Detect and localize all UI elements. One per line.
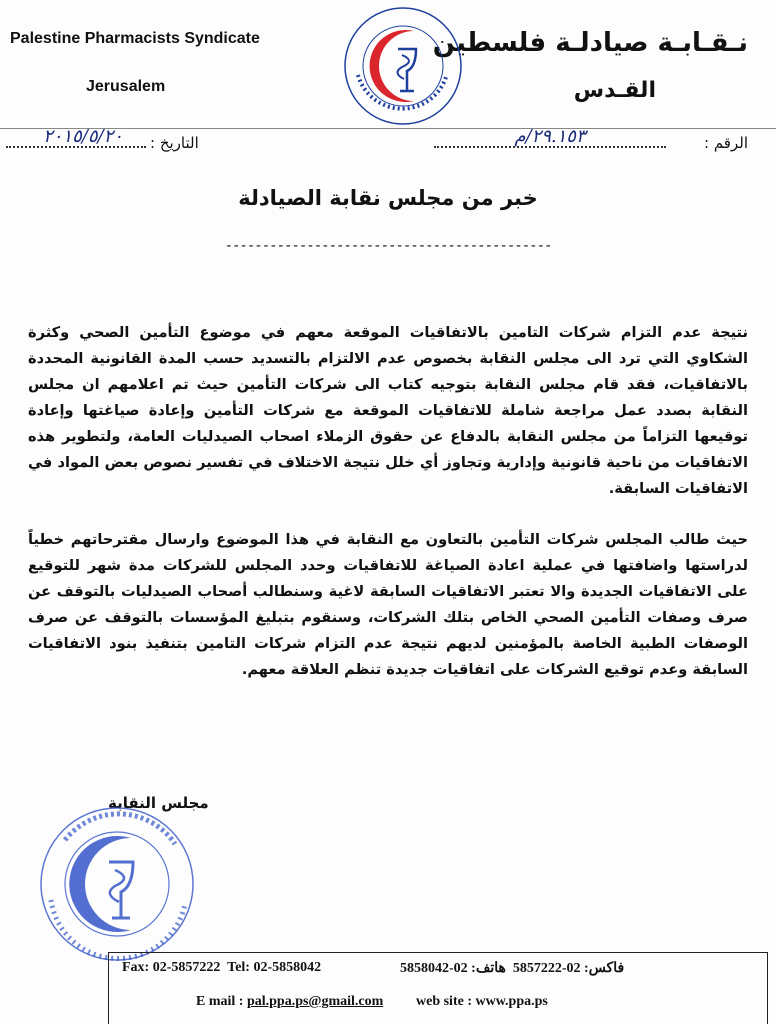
arabic-city: القـدس (573, 78, 656, 103)
date-dotted-line (6, 146, 146, 148)
date-label: التاريخ : (150, 134, 199, 152)
signature-text: مجلس النقابة (108, 794, 209, 812)
footer-email-link[interactable]: pal.ppa.ps@gmail.com (246, 994, 384, 1009)
document-title: خبر من مجلس نقابة الصيادلة (238, 186, 538, 210)
footer-tel-en: Tel: 02-5858042 (227, 960, 322, 975)
reference-number: ٢٩.١٥٣/م (514, 126, 586, 147)
footer-web-label: web site : (416, 994, 472, 1009)
footer-fax-en: Fax: 02-5857222 (122, 960, 221, 975)
arabic-org-name: نـقـابـة صيادلـة فلسطين (432, 28, 748, 58)
syndicate-stamp (35, 800, 200, 965)
stamp-arabic-ring-icon (65, 814, 175, 844)
english-city: Jerusalem (86, 78, 166, 95)
paragraph-2: حيث طالب المجلس شركات التأمين بالتعاون مع النقابة في هذا الموضوع وارسال مقترحاتهم خطياً لدراستها واضافتها في عملية اعادة الصياغة للاتفاقيات وحدد المجلس للشركات مدة شهر للتوقيع على الاتفاقيات الجديدة والا تعتبر الاتفاقيات السابقة لاغية وسنطالب أصحاب الصيدليات بالتوقف عن صرف وصفات التأمين الصحي الخاص بتلك الشركات، وسنقوم بتبليغ المؤسسات بالتوقف عن صرف الوصفات الطبية الخاصة بالمؤمنين لديهم نتيجة عدم التزام شركات التامين بتنفيذ بنود الاتفاقيات السابقة وعدم توقيع الشركات على اتفاقيات جديدة تنظم العلاقة معهم. (28, 531, 748, 678)
footer-fax-ar: فاكس: 02-5857222 (512, 961, 625, 976)
footer-email (196, 994, 383, 1010)
reference-label: الرقم : (704, 134, 748, 152)
footer-web-link[interactable]: www.ppa.ps (475, 994, 548, 1009)
bowl-of-hygieia-icon (398, 49, 416, 91)
stamp-bowl-icon (109, 862, 133, 918)
title-underline: -------------------------------------------- (224, 238, 552, 254)
english-org-name: Palestine Pharmacists Syndicate (10, 30, 260, 47)
footer-ar-phone (400, 960, 624, 977)
paragraph-1: نتيجة عدم التزام شركات التامين بالاتفاقيات الموقعة معهم في موضوع التأمين الصحي وكثرة الشكاوي التي ترد الى مجلس النقابة بخصوص عدم الالتزام بالتسديد حسب المدة القانونية المحددة بالاتفاقيات، فقد قام مجلس النقابة بتوجيه كتاب الى شركات التأمين حيث تم اعلامهم ان مجلس النقابة بصدد عمل مراجعة شاملة للاتفاقيات الموقعة مع شركات التأمين وإعادة صياغتها وإعادة توقيعها التزاماً من مجلس النقابة بالدفاع عن حقوق الزملاء اصحاب الصيدليات العامة، ولتطوير هذه الاتفاقيات من ناحية قانونية وإدارية وتجاوز أي خلل نتيجة الاختلاف في تفسير نصوص بعض المواد في الاتفاقيات السابقة. (28, 324, 748, 497)
reference-dotted-line (434, 146, 666, 148)
footer-website (416, 994, 548, 1010)
footer-email-label: E mail : (196, 994, 244, 1009)
syndicate-logo (342, 5, 464, 127)
footer-en-phone (122, 960, 321, 976)
date-value: ٢٠١٥/٥/٢٠ (43, 126, 123, 147)
footer-tel-ar: هاتف: 02-5858042 (400, 961, 506, 976)
